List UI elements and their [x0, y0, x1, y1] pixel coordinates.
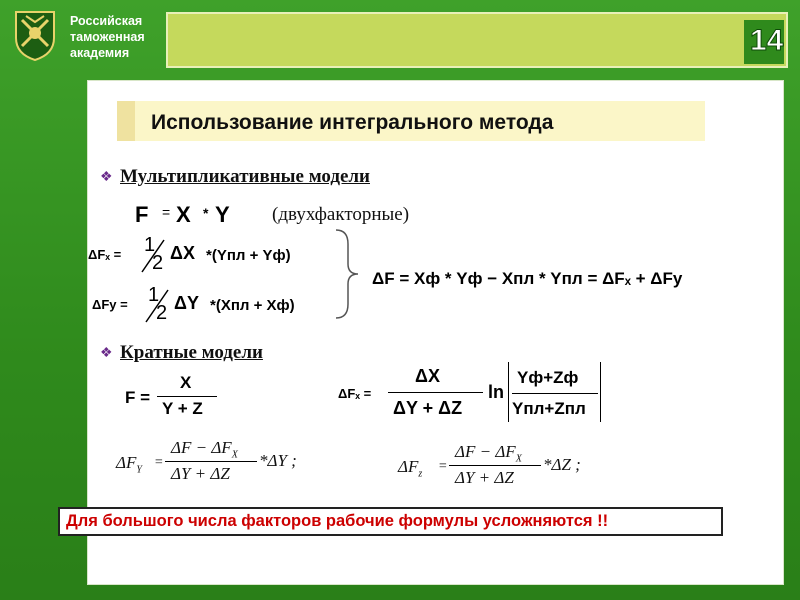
fy-numerator-sub: X — [231, 449, 238, 461]
fz-denominator: ΔY + ΔZ — [455, 468, 514, 487]
dFx2-fraction-bar — [388, 392, 483, 393]
title-bar-stripe — [117, 101, 135, 141]
bullet-diamond-icon: ❖ — [100, 168, 113, 184]
ratio-fraction-bar — [157, 396, 217, 397]
fy-numerator — [171, 438, 238, 460]
formula-X: X — [176, 202, 191, 227]
dFx-lhs: ΔFₓ = — [88, 247, 122, 262]
fy-lhs-sub: Y — [136, 464, 142, 476]
fy-numerator-text: ΔF − ΔF — [171, 438, 232, 457]
formula-eq: = — [162, 204, 171, 220]
dFy-dY: ΔY — [174, 293, 199, 313]
dFx2-denominator: ΔY + ΔZ — [393, 398, 463, 418]
fy-lhs-text: ΔF — [116, 453, 137, 472]
ratio-lhs: F = — [125, 388, 151, 407]
section-multiplicative: Мультипликативные модели — [120, 166, 370, 187]
fz-lhs — [398, 457, 422, 479]
ln-fraction-bar — [512, 393, 598, 394]
dFy-lhs: ΔFу = — [92, 297, 128, 312]
org-line-1: Российская — [70, 14, 143, 28]
fy-lhs — [116, 453, 142, 475]
organization-name — [70, 13, 145, 61]
ln-denominator: Yпл+Zпл — [512, 399, 586, 418]
ratio-denominator: Y + Z — [162, 399, 203, 418]
section1-note: (двухфакторные) — [272, 204, 410, 225]
dFx-rest: *(Yпл + Yф) — [206, 247, 291, 264]
fz-lhs-sub: z — [418, 468, 423, 480]
half-numerator-2: 1 — [148, 284, 160, 306]
ratio-numerator: X — [180, 373, 192, 392]
abs-bar-right — [600, 362, 601, 422]
header-banner — [166, 12, 788, 68]
total-increment-formula: ΔF = Xф * Yф − Xпл * Yпл = ΔFₓ + ΔFу — [372, 269, 683, 288]
fy-fraction-bar — [165, 461, 257, 462]
fy-eq: = — [154, 455, 164, 470]
ln-numerator: Yф+Zф — [517, 368, 579, 387]
half-numerator: 1 — [144, 234, 156, 256]
half-denominator-2: 2 — [156, 302, 168, 324]
formula-Y: Y — [215, 202, 230, 227]
dFy-rest: *(Xпл + Xф) — [210, 297, 295, 314]
dFx2-numerator: ΔX — [415, 366, 440, 386]
bullet-diamond-icon: ❖ — [100, 344, 113, 360]
formula-F: F — [135, 202, 149, 227]
academy-emblem-icon — [12, 8, 58, 62]
warning-text: Для большого числа факторов рабочие формулы усложняются !! — [66, 512, 609, 530]
fz-fraction-bar — [449, 465, 541, 466]
fz-numerator — [455, 442, 522, 464]
org-line-3: академия — [70, 46, 130, 60]
slide-title: Использование интегрального метода — [151, 111, 554, 134]
fy-denominator: ΔY + ΔZ — [171, 464, 230, 483]
dFx-dX: ΔX — [170, 243, 195, 263]
formula-mul: * — [203, 205, 209, 221]
abs-bar-left — [508, 362, 509, 422]
half-denominator: 2 — [152, 252, 164, 274]
section-ratio: Кратные модели — [120, 342, 263, 363]
fy-tail: *ΔY ; — [259, 451, 297, 470]
fz-tail: *ΔZ ; — [543, 455, 581, 474]
fz-numerator-text: ΔF − ΔF — [455, 442, 516, 461]
fz-eq: = — [438, 459, 448, 474]
fz-numerator-sub: X — [515, 453, 522, 465]
curly-brace-icon — [332, 228, 362, 320]
ln-label: ln — [488, 382, 504, 402]
fz-lhs-text: ΔF — [398, 457, 419, 476]
org-line-2: таможенная — [70, 30, 145, 44]
page-number: 14 — [750, 24, 784, 57]
dFx2-lhs: ΔFₓ = — [338, 386, 372, 401]
